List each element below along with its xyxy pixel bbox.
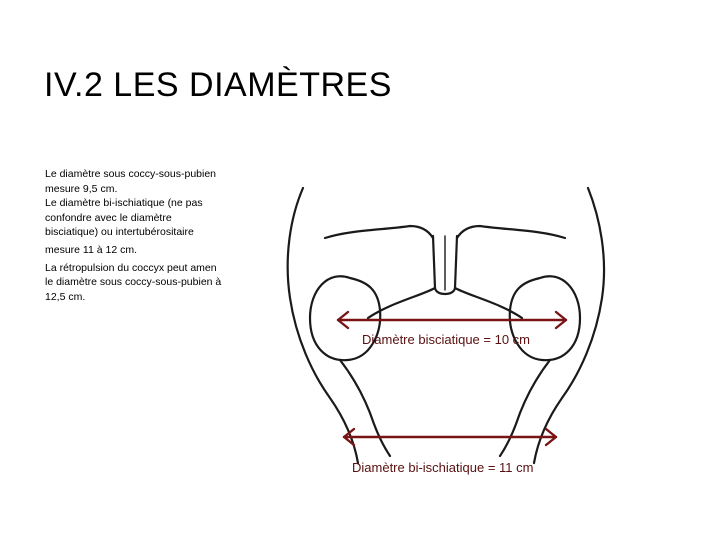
pelvis-diagram	[270, 178, 620, 488]
body-line: confondre avec le diamètre	[45, 211, 172, 224]
slide-title: IV.2 LES DIAMÈTRES	[44, 66, 392, 104]
body-text	[45, 167, 255, 304]
body-line: le diamètre sous coccy-sous-pubien à	[45, 276, 222, 289]
body-line: bisciatique) ou intertubérositaire	[45, 226, 194, 239]
left-outer-contour	[288, 188, 358, 463]
body-line: La rétropulsion du coccyx peut amen	[45, 261, 217, 274]
body-line: mesure 9,5 cm.	[45, 182, 118, 195]
left-ischial-ramus	[340, 360, 390, 456]
body-line: Le diamètre bi-ischiatique (ne pas	[45, 197, 203, 210]
left-inner-contour	[325, 226, 433, 238]
body-line: Le diamètre sous coccy-sous-pubien	[45, 168, 217, 180]
body-line: 12,5 cm.	[45, 290, 86, 303]
label-bi-ischiatique: Diamètre bi-ischiatique = 11 cm	[352, 460, 534, 475]
right-ischial-ramus	[500, 360, 550, 456]
pelvis-outline-drawing	[270, 178, 620, 488]
label-bisciatique: Diamètre bisciatique = 10 cm	[362, 332, 530, 347]
body-line: mesure 11 à 12 cm.	[45, 243, 138, 256]
right-outer-contour	[534, 188, 604, 463]
right-inner-contour	[457, 226, 565, 238]
